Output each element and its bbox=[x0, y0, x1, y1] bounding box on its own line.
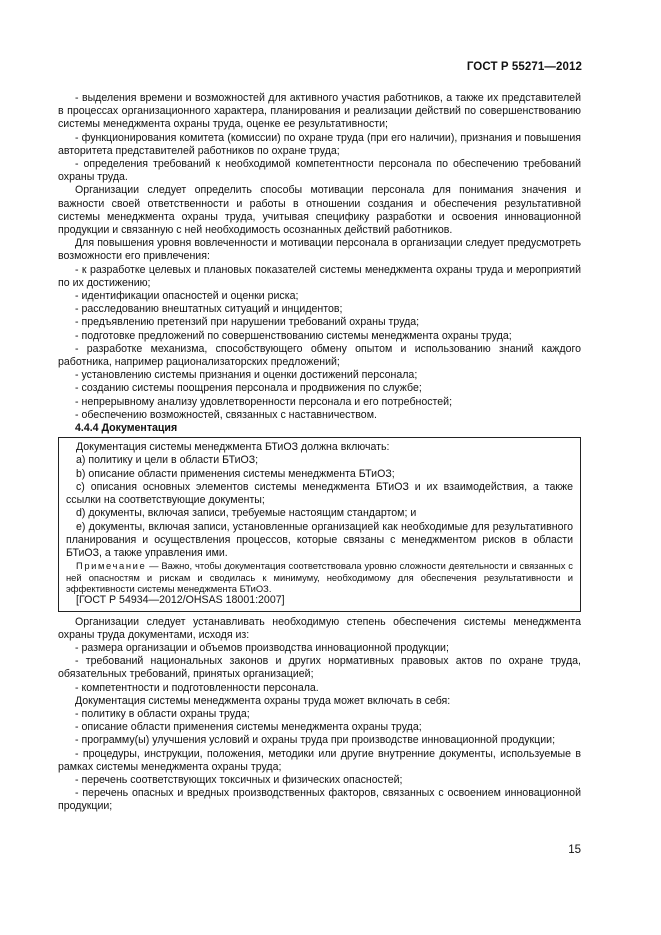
box-item: a) политику и цели в области БТиОЗ; bbox=[76, 454, 259, 467]
paragraph: - политику в области охраны труда; bbox=[75, 707, 250, 720]
paragraph: - определения требований к необходимой компетентности персонала по обеспечению требований охраны труда. bbox=[58, 158, 581, 184]
note-label: Примечание bbox=[76, 560, 147, 572]
paragraph: - созданию системы поощрения персонала и продвижения по службе; bbox=[75, 382, 422, 395]
paragraph: - программу(ы) улучшения условий и охраны труда при производстве инновационной продукции; bbox=[75, 734, 556, 747]
paragraph: Организации следует определить способы мотивации персонала для понимания значения и важности своей ответственности и работы в отношении создания и обеспечения результативной системы менеджмента охраны труда, учитывая специфику разработки и освоения инновационной продукции и связанную с ней необходимость осознанных действий работников. bbox=[58, 184, 581, 237]
paragraph: - разработке механизма, способствующего обмену опытом и использованию знаний каждого работника, например рационализаторских предложений; bbox=[58, 342, 581, 369]
paragraph: - перечень соответствующих токсичных и физических опасностей; bbox=[75, 773, 403, 786]
page-number: 15 bbox=[568, 844, 581, 856]
paragraph: - расследованию внештатных ситуаций и инцидентов; bbox=[75, 303, 343, 316]
paragraph: - обеспечению возможностей, связанных с наставничеством. bbox=[75, 408, 377, 421]
box-note bbox=[66, 560, 573, 594]
paragraph: - к разработке целевых и плановых показателей системы менеджмента охраны труда и мероприятий по их достижению; bbox=[58, 263, 581, 289]
document-id-header: ГОСТ Р 55271—2012 bbox=[466, 61, 582, 73]
paragraph: Для повышения уровня вовлеченности и мотивации персонала в организации следует предусмотреть возможности его привлечения: bbox=[58, 237, 581, 263]
box-item: c) описания основных элементов системы менеджмента БТиОЗ и их взаимодействия, а также ссылки на соответствующие документы; bbox=[66, 480, 573, 507]
paragraph: Организации следует устанавливать необходимую степень обеспечения системы менеджмента охраны труда документами, исходя из: bbox=[58, 615, 581, 641]
paragraph: - описание области применения системы менеджмента охраны труда; bbox=[75, 721, 422, 734]
paragraph: - функционирования комитета (комиссии) по охране труда (при его наличии), признания и повышения авторитета представителей работников по охране труда; bbox=[58, 131, 581, 157]
paragraph: - компетентности и подготовленности персонала. bbox=[75, 681, 319, 694]
paragraph: - выделения времени и возможностей для активного участия работников, а также их представителей в процессах организационного характера, планирования и реализации действий по совершенствованию системы менеджмента охраны труда, оценке ее результативности; bbox=[58, 92, 581, 131]
page-body bbox=[58, 92, 581, 814]
box-lead: Документация системы менеджмента БТиОЗ должна включать: bbox=[76, 441, 390, 454]
paragraph: - непрерывному анализу удовлетворенности персонала и его потребностей; bbox=[75, 395, 453, 408]
paragraph: - предъявлению претензий при нарушении требований охраны труда; bbox=[75, 316, 420, 329]
box-item: d) документы, включая записи, требуемые настоящим стандартом; и bbox=[76, 507, 417, 520]
paragraph: - процедуры, инструкции, положения, методики или другие внутренние документы, используемые в рамках системы менеджмента охраны труда; bbox=[58, 747, 581, 773]
paragraph: - идентификации опасностей и оценки риска; bbox=[75, 290, 299, 303]
section-heading: 4.4.4 Документация bbox=[75, 422, 178, 435]
paragraph: - перечень опасных и вредных производственных факторов, связанных с освоением инновационной продукции; bbox=[58, 787, 581, 813]
box-reference: [ГОСТ Р 54934—2012/OHSAS 18001:2007] bbox=[76, 594, 285, 607]
paragraph: - требований национальных законов и других нормативных правовых актов по охране труда, обязательных требований, принятых организацией; bbox=[58, 655, 581, 681]
paragraph: Документация системы менеджмента охраны труда может включать в себя: bbox=[75, 694, 451, 707]
note-text: — Важно, чтобы документация соответствовала уровню сложности деятельности и связанных с ней опасностям и рискам и сводилась к минимуму, необходимому для обеспечения результативности и эффективности системы менеджмента БТиОЗ. bbox=[66, 560, 573, 594]
paragraph: - установлению системы признания и оценки достижений персонала; bbox=[75, 369, 418, 382]
paragraph: - подготовке предложений по совершенствованию системы менеджмента охраны труда; bbox=[75, 329, 512, 342]
box-item: e) документы, включая записи, установленные организацией как необходимые для результативного планирования и осуществления процессов, которые связаны с менеджментом рисков в области БТиОЗ, а также управления ими. bbox=[66, 520, 573, 559]
paragraph: - размера организации и объемов производства инновационной продукции; bbox=[75, 641, 449, 654]
quoted-requirement-box bbox=[58, 437, 581, 611]
box-item: b) описание области применения системы менеджмента БТиОЗ; bbox=[76, 467, 395, 480]
